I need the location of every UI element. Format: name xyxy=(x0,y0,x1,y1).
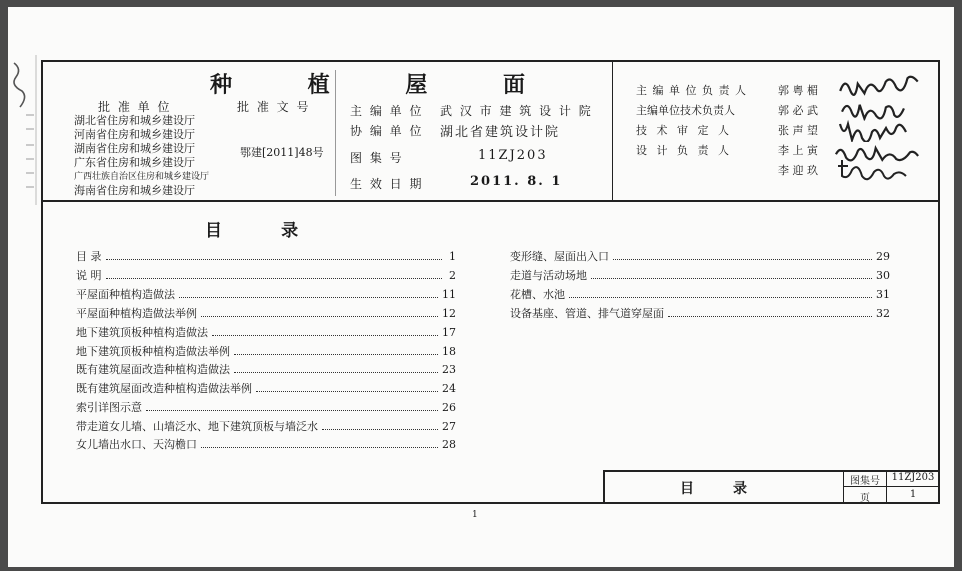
effective-date: 2011. 8. 1 xyxy=(470,174,563,189)
approval-unit: 广西壮族自治区住房和城乡建设厅 xyxy=(74,172,210,182)
toc-item[interactable]: 地下建筑顶板种植构造做法 17 xyxy=(76,326,456,339)
atlas-number-label: 图 集 号 xyxy=(350,151,404,165)
toc-item[interactable]: 花槽、水池 31 xyxy=(510,288,890,301)
approval-unit: 广东省住房和城乡建设厅 xyxy=(74,156,195,169)
page-title: 种 植 屋 面 xyxy=(210,72,559,98)
footer-page-number: 1 xyxy=(472,510,478,520)
toc-item[interactable]: 变形缝、屋面出入口 29 xyxy=(510,250,890,263)
toc-item[interactable]: 走道与活动场地 30 xyxy=(510,269,890,282)
approval-unit: 湖南省住房和城乡建设厅 xyxy=(74,142,195,155)
name-li-shangyin: 李 上 寅 xyxy=(778,144,818,157)
name-li-yingjiu: 李 迎 玖 xyxy=(778,164,818,177)
title-block-page-label: 页 xyxy=(860,493,870,504)
approval-unit: 河南省住房和城乡建设厅 xyxy=(74,128,195,141)
approval-unit: 海南省住房和城乡建设厅 xyxy=(74,184,195,197)
toc-item[interactable]: 女儿墙出水口、天沟檐口 28 xyxy=(76,438,456,451)
chief-unit-label: 主 编 单 位 xyxy=(350,104,424,118)
approval-unit-label: 批 准 单 位 xyxy=(98,100,172,114)
toc-item[interactable]: 平屋面种植构造做法 11 xyxy=(76,288,456,301)
approval-units-list xyxy=(74,114,209,198)
name-guo-yuemei: 郭 粤 楣 xyxy=(778,84,818,97)
approval-doc-label: 批 准 文 号 xyxy=(237,100,311,114)
name-zhang-shengwang: 张 声 望 xyxy=(778,124,818,137)
approval-unit: 湖北省住房和城乡建设厅 xyxy=(74,114,195,127)
toc-item[interactable]: 索引详图示意 26 xyxy=(76,401,456,414)
toc-item[interactable]: 目 录 1 xyxy=(76,250,456,263)
binding-edge-marks xyxy=(8,55,38,205)
header-vertical-divider xyxy=(612,60,613,200)
chief-unit: 武 汉 市 建 筑 设 计 院 xyxy=(440,104,593,118)
title-block-atlas-value: 11ZJ203 xyxy=(891,472,935,483)
toc-item[interactable]: 既有建筑屋面改造种植构造做法 23 xyxy=(76,363,456,376)
effective-date-label: 生 效 日 期 xyxy=(350,177,424,191)
name-guo-biwu: 郭 必 武 xyxy=(778,104,818,117)
toc-item[interactable]: 既有建筑屋面改造种植构造做法举例 24 xyxy=(76,382,456,395)
toc-heading: 目 录 xyxy=(205,221,299,241)
role-reviewer: 技 术 审 定 人 xyxy=(636,124,732,137)
role-chief-unit-head: 主 编 单 位 负 责 人 xyxy=(636,84,747,97)
co-unit: 湖北省建筑设计院 xyxy=(440,125,561,140)
approval-doc-number: 鄂建[2011]48号 xyxy=(240,146,324,159)
toc-item[interactable]: 带走道女儿墙、山墙泛水、地下建筑顶板与墙泛水 27 xyxy=(76,420,456,433)
title-block-atlas-label: 图集号 xyxy=(850,476,880,487)
co-unit-label: 协 编 单 位 xyxy=(350,124,424,138)
header-divider xyxy=(41,200,940,202)
role-tech-head: 主编单位技术负责人 xyxy=(636,104,735,117)
role-design-head: 设 计 负 责 人 xyxy=(636,144,732,157)
title-block-page-value: 1 xyxy=(909,489,917,500)
toc-item[interactable]: 地下建筑顶板种植构造做法举例 18 xyxy=(76,345,456,358)
signature-li-yingjiu xyxy=(836,158,920,187)
toc-item[interactable]: 设备基座、管道、排气道穿屋面 32 xyxy=(510,307,890,320)
toc-item[interactable]: 说 明 2 xyxy=(76,269,456,282)
atlas-number: 11ZJ203 xyxy=(478,148,548,163)
title-block-name: 目 录 xyxy=(680,481,747,497)
toc-item[interactable]: 平屋面种植构造做法举例 12 xyxy=(76,307,456,320)
